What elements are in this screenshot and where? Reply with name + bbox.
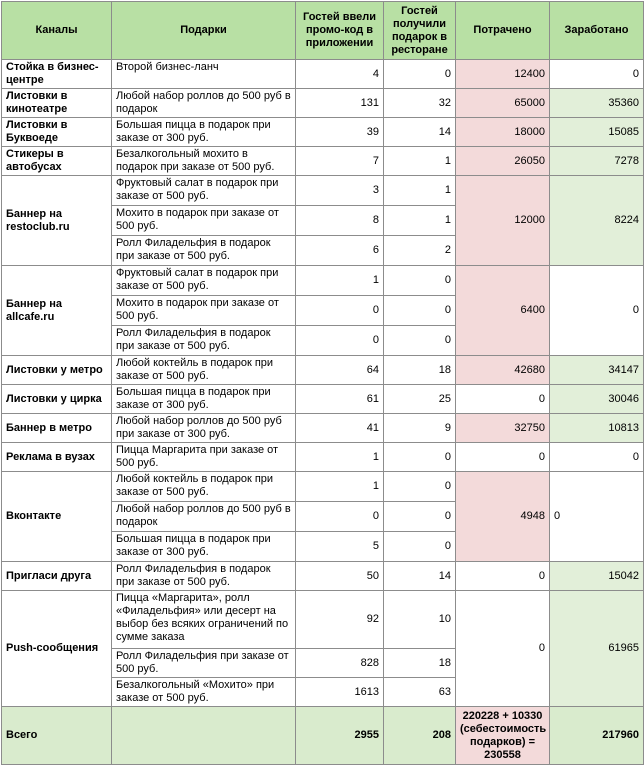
received-cell: 1 (384, 176, 456, 206)
channel-cell: Листовки в кинотеатре (2, 89, 112, 118)
channel-cell: Вконтакте (2, 472, 112, 562)
table-body (2, 60, 644, 765)
channel-cell: Стикеры в автобусах (2, 147, 112, 176)
gift-cell: Любой набор роллов до 500 руб при заказе от 300 руб. (112, 414, 296, 443)
earned-cell: 7278 (550, 147, 644, 176)
earned-cell: 15042 (550, 562, 644, 591)
received-cell: 0 (384, 60, 456, 89)
received-cell: 1 (384, 147, 456, 176)
received-cell: 0 (384, 502, 456, 532)
gift-cell: Пицца Маргарита при заказе от 500 руб. (112, 443, 296, 472)
entered-cell: 7 (296, 147, 384, 176)
table-row (2, 562, 644, 591)
spent-cell: 6400 (456, 266, 550, 356)
earned-cell: 10813 (550, 414, 644, 443)
earned-cell: 0 (550, 443, 644, 472)
entered-cell: 50 (296, 562, 384, 591)
total-spent: 220228 + 10330 (себестоимость подарков) = 230558 (456, 707, 550, 765)
channel-cell: Push-сообщения (2, 591, 112, 707)
gift-cell: Безалкогольный «Мохито» при заказе от 500 руб. (112, 678, 296, 707)
gift-cell: Ролл Филадельфия в подарок при заказе от 500 руб. (112, 562, 296, 591)
table-row (2, 60, 644, 89)
received-cell: 2 (384, 236, 456, 266)
received-cell: 0 (384, 443, 456, 472)
entered-cell: 61 (296, 385, 384, 414)
gift-cell: Ролл Филадельфия в подарок при заказе от 500 руб. (112, 236, 296, 266)
entered-cell: 1613 (296, 678, 384, 707)
promo-channels-table (1, 1, 644, 765)
entered-cell: 0 (296, 502, 384, 532)
spent-cell: 42680 (456, 356, 550, 385)
gift-cell: Пицца «Маргарита», ролл «Филадельфия» или десерт на выбор без всяких ограничений по сумме заказа (112, 591, 296, 649)
received-cell: 18 (384, 649, 456, 678)
table-row (2, 176, 644, 206)
received-cell: 25 (384, 385, 456, 414)
channel-cell: Баннер на restoclub.ru (2, 176, 112, 266)
entered-cell: 39 (296, 118, 384, 147)
gift-cell: Ролл Филадельфия в подарок при заказе от 500 руб. (112, 326, 296, 356)
gift-cell: Любой коктейль в подарок при заказе от 500 руб. (112, 356, 296, 385)
spent-cell: 65000 (456, 89, 550, 118)
earned-cell: 61965 (550, 591, 644, 707)
header-earned: Заработано (550, 2, 644, 60)
table-row (2, 591, 644, 649)
header-entered: Гостей ввели промо-код в приложении (296, 2, 384, 60)
table-row (2, 385, 644, 414)
gift-cell: Фруктовый салат в подарок при заказе от 500 руб. (112, 176, 296, 206)
table-row (2, 89, 644, 118)
total-earned: 217960 (550, 707, 644, 765)
earned-cell: 34147 (550, 356, 644, 385)
received-cell: 18 (384, 356, 456, 385)
earned-cell: 15085 (550, 118, 644, 147)
gift-cell: Мохито в подарок при заказе от 500 руб. (112, 296, 296, 326)
earned-cell: 0 (550, 472, 644, 562)
table-row (2, 443, 644, 472)
gift-cell: Мохито в подарок при заказе от 500 руб. (112, 206, 296, 236)
entered-cell: 1 (296, 443, 384, 472)
received-cell: 14 (384, 562, 456, 591)
total-received: 208 (384, 707, 456, 765)
gift-cell: Большая пицца в подарок при заказе от 300 руб. (112, 532, 296, 562)
spent-cell: 12400 (456, 60, 550, 89)
channel-cell: Листовки у метро (2, 356, 112, 385)
earned-cell: 8224 (550, 176, 644, 266)
header-spent: Потрачено (456, 2, 550, 60)
total-row (2, 707, 644, 765)
received-cell: 0 (384, 472, 456, 502)
gift-cell: Любой набор роллов до 500 руб в подарок (112, 89, 296, 118)
received-cell: 10 (384, 591, 456, 649)
spent-cell: 4948 (456, 472, 550, 562)
spent-cell: 0 (456, 443, 550, 472)
entered-cell: 1 (296, 472, 384, 502)
channel-cell: Стойка в бизнес-центре (2, 60, 112, 89)
gift-cell: Фруктовый салат в подарок при заказе от 500 руб. (112, 266, 296, 296)
received-cell: 14 (384, 118, 456, 147)
entered-cell: 4 (296, 60, 384, 89)
total-label: Всего (2, 707, 112, 765)
earned-cell: 0 (550, 60, 644, 89)
header-gifts: Подарки (112, 2, 296, 60)
earned-cell: 0 (550, 266, 644, 356)
earned-cell: 30046 (550, 385, 644, 414)
channel-cell: Баннер в метро (2, 414, 112, 443)
gift-cell: Безалкогольный мохито в подарок при заказе от 500 руб. (112, 147, 296, 176)
earned-cell: 35360 (550, 89, 644, 118)
channel-cell: Пригласи друга (2, 562, 112, 591)
spent-cell: 0 (456, 562, 550, 591)
table-row (2, 266, 644, 296)
received-cell: 9 (384, 414, 456, 443)
received-cell: 0 (384, 266, 456, 296)
received-cell: 0 (384, 532, 456, 562)
entered-cell: 6 (296, 236, 384, 266)
gift-cell: Второй бизнес-ланч (112, 60, 296, 89)
gift-cell: Любой коктейль в подарок при заказе от 500 руб. (112, 472, 296, 502)
header-row (2, 2, 644, 60)
gift-cell: Большая пицца в подарок при заказе от 300 руб. (112, 118, 296, 147)
received-cell: 0 (384, 326, 456, 356)
spent-cell: 12000 (456, 176, 550, 266)
total-gift-empty (112, 707, 296, 765)
entered-cell: 41 (296, 414, 384, 443)
entered-cell: 8 (296, 206, 384, 236)
header-channels: Каналы (2, 2, 112, 60)
entered-cell: 131 (296, 89, 384, 118)
channel-cell: Листовки у цирка (2, 385, 112, 414)
channel-cell: Реклама в вузах (2, 443, 112, 472)
header-received: Гостей получили подарок в ресторане (384, 2, 456, 60)
spent-cell: 32750 (456, 414, 550, 443)
spent-cell: 26050 (456, 147, 550, 176)
entered-cell: 92 (296, 591, 384, 649)
table-row (2, 472, 644, 502)
received-cell: 1 (384, 206, 456, 236)
entered-cell: 0 (296, 326, 384, 356)
entered-cell: 828 (296, 649, 384, 678)
entered-cell: 0 (296, 296, 384, 326)
channel-cell: Листовки в Буквоеде (2, 118, 112, 147)
received-cell: 0 (384, 296, 456, 326)
table-row (2, 356, 644, 385)
table-row (2, 147, 644, 176)
channel-cell: Баннер на allcafe.ru (2, 266, 112, 356)
entered-cell: 64 (296, 356, 384, 385)
entered-cell: 1 (296, 266, 384, 296)
spent-cell: 0 (456, 385, 550, 414)
table-row (2, 118, 644, 147)
received-cell: 32 (384, 89, 456, 118)
table-row (2, 414, 644, 443)
gift-cell: Любой набор роллов до 500 руб в подарок (112, 502, 296, 532)
gift-cell: Ролл Филадельфия при заказе от 500 руб. (112, 649, 296, 678)
gift-cell: Большая пицца в подарок при заказе от 300 руб. (112, 385, 296, 414)
total-entered: 2955 (296, 707, 384, 765)
spent-cell: 18000 (456, 118, 550, 147)
entered-cell: 3 (296, 176, 384, 206)
received-cell: 63 (384, 678, 456, 707)
entered-cell: 5 (296, 532, 384, 562)
spent-cell: 0 (456, 591, 550, 707)
